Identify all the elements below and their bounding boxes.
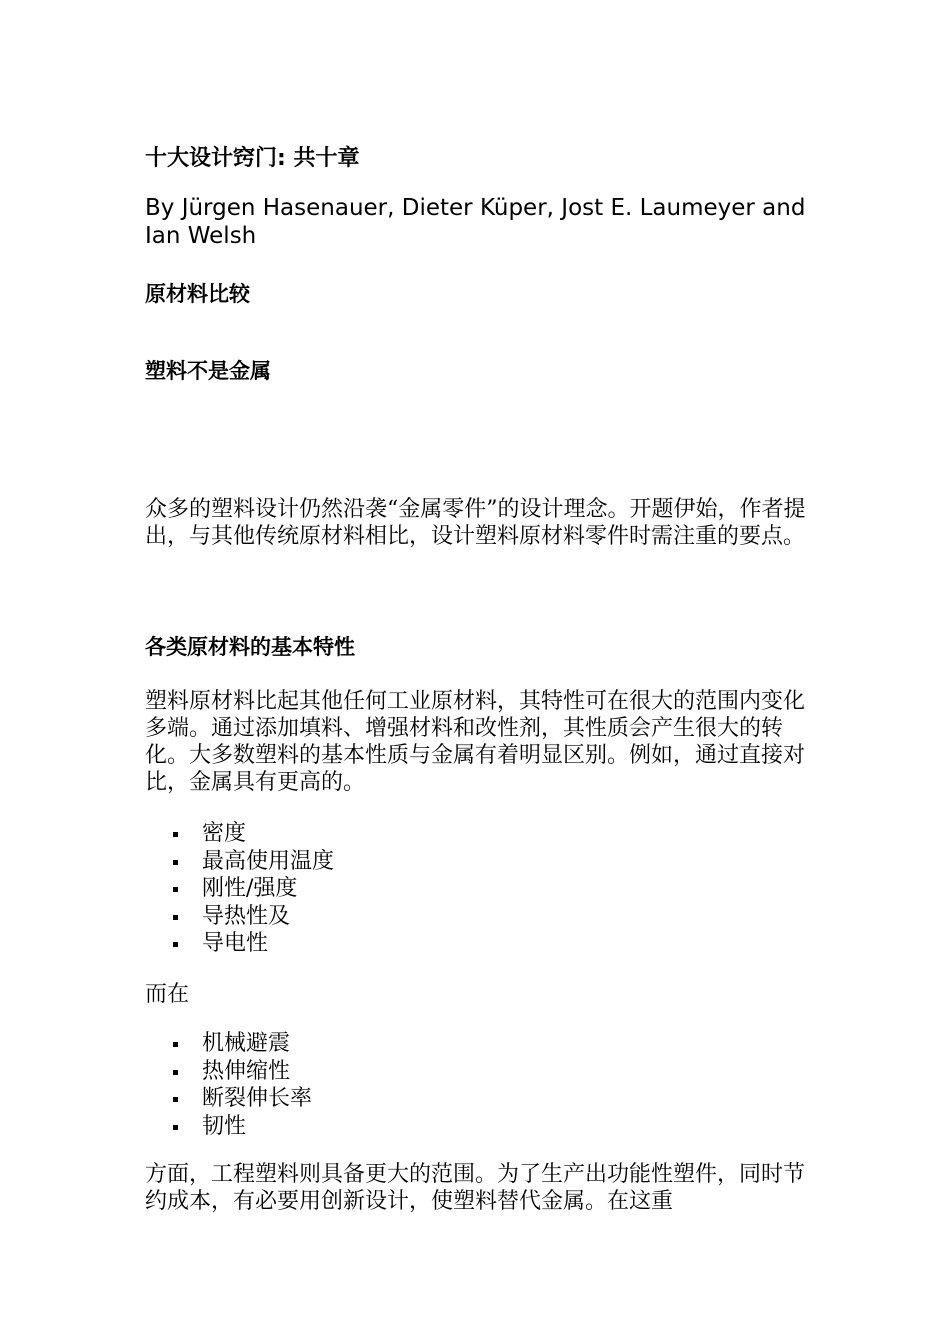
properties-paragraph: 塑料原材料比起其他任何工业原材料，其特性可在很大的范围内变化多端。通过添加填料、增强材料和改性剂，其性质会产生很大的转化。大多数塑料的基本性质与金属有着明显区别。例如，通过直接对比，金属具有更高的。 bbox=[145, 689, 806, 795]
square-bullet-icon bbox=[173, 860, 178, 865]
list-item bbox=[145, 875, 825, 903]
transition-paragraph: 而在 bbox=[145, 982, 190, 1007]
list-item-label: 断裂伸长率 bbox=[202, 1086, 313, 1111]
document-title: 十大设计窍门: 共十章 bbox=[145, 146, 360, 171]
list-item bbox=[145, 930, 825, 958]
square-bullet-icon bbox=[173, 1097, 178, 1102]
plastic-properties-list bbox=[145, 1030, 825, 1140]
square-bullet-icon bbox=[173, 1125, 178, 1130]
list-item bbox=[145, 1085, 825, 1113]
square-bullet-icon bbox=[173, 1070, 178, 1075]
list-item bbox=[145, 903, 825, 931]
square-bullet-icon bbox=[173, 1042, 178, 1047]
list-item bbox=[145, 820, 825, 848]
list-item-label: 刚性/强度 bbox=[202, 876, 298, 901]
list-item bbox=[145, 1058, 825, 1086]
intro-paragraph: 众多的塑料设计仍然沿袭“金属零件”的设计理念。开题伊始，作者提出，与其他传统原材料相比，设计塑料原材料零件时需注重的要点。 bbox=[145, 497, 806, 549]
square-bullet-icon bbox=[173, 887, 178, 892]
metal-properties-list bbox=[145, 820, 825, 958]
square-bullet-icon bbox=[173, 915, 178, 920]
list-item bbox=[145, 1113, 825, 1141]
section-heading-material-comparison: 原材料比较 bbox=[145, 282, 250, 306]
square-bullet-icon bbox=[173, 832, 178, 837]
section-heading-plastic-not-metal: 塑料不是金属 bbox=[145, 359, 271, 383]
square-bullet-icon bbox=[173, 942, 178, 947]
list-item bbox=[145, 848, 825, 876]
list-item-label: 韧性 bbox=[202, 1113, 247, 1139]
list-item-label: 最高使用温度 bbox=[202, 848, 335, 874]
list-item bbox=[145, 1030, 825, 1058]
author-line: By Jürgen Hasenauer, Dieter Küper, Jost E. Laumeyer and Ian Welsh bbox=[145, 195, 806, 249]
list-item-label: 导电性 bbox=[202, 931, 269, 956]
conclusion-paragraph: 方面，工程塑料则具备更大的范围。为了生产出功能性塑件，同时节约成本，有必要用创新设计，使塑料替代金属。在这重 bbox=[145, 1162, 806, 1214]
list-item-label: 机械避震 bbox=[202, 1031, 291, 1056]
section-heading-basic-properties: 各类原材料的基本特性 bbox=[145, 635, 355, 659]
list-item-label: 导热性及 bbox=[202, 903, 291, 929]
list-item-label: 密度 bbox=[202, 821, 247, 846]
list-item-label: 热伸缩性 bbox=[202, 1058, 291, 1084]
